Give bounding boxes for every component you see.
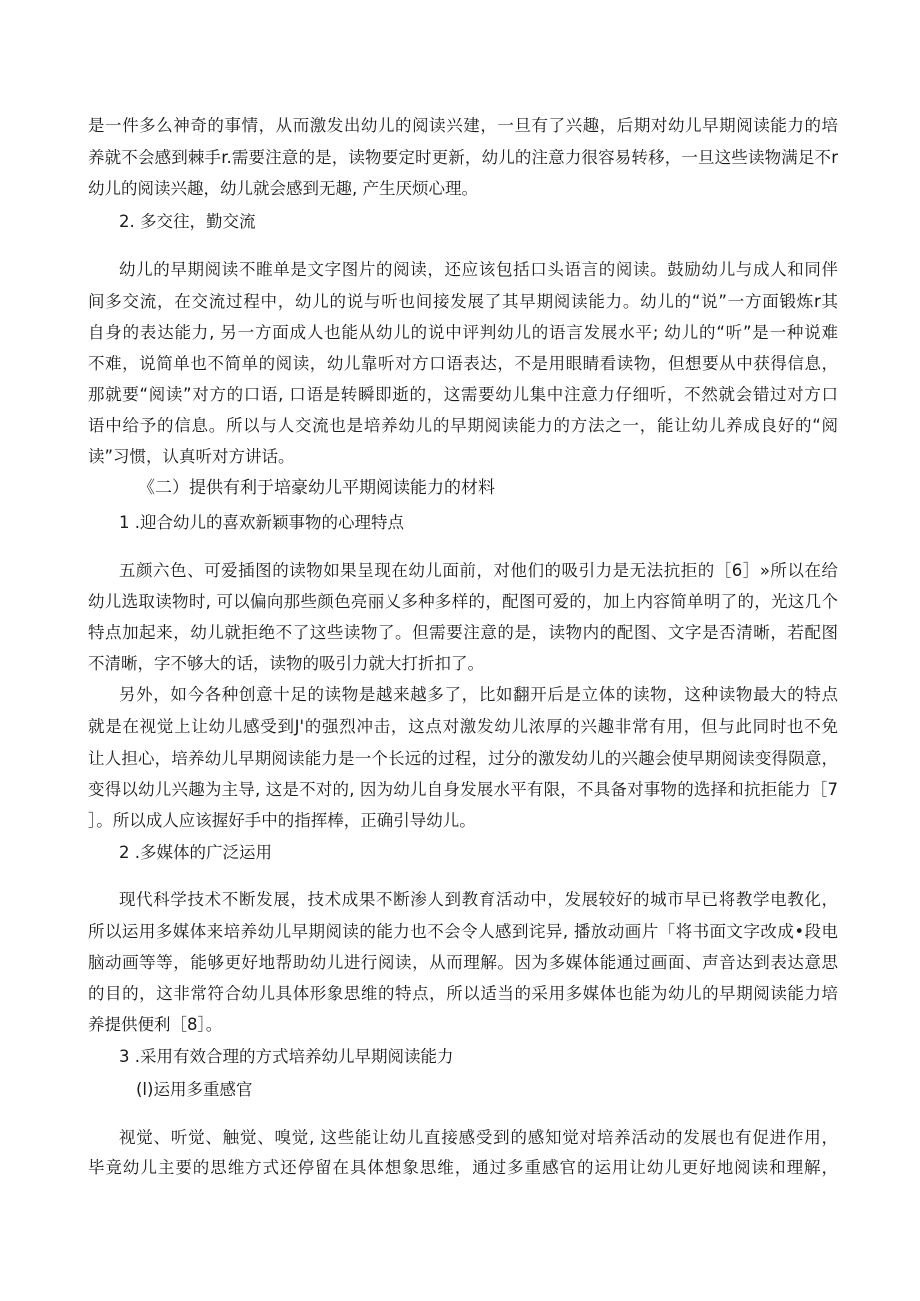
paragraph-line: 幼儿的阅读兴趣，幼儿就会感到无趣, 产生厌烦心理。 (88, 179, 478, 198)
paragraph-line: 不难，说简单也不简单的阅读，幼儿靠听对方口语表达，不是用眼睛看读物，但想要从中获得信息， (88, 354, 838, 373)
paragraph-line: 毕竟幼儿主要的思维方式还停留在具体想象思维，通过多重感官的运用让幼儿更好地阅读和理解， (88, 1158, 838, 1177)
paragraph-line: 读”习惯，认真听对方讲话。 (88, 447, 295, 466)
section-heading: 2 .多媒体的广泛运用 (119, 843, 272, 862)
paragraph-line: 所以运用多媒体来培养幼儿早期阅读的能力也不会令人感到诧异, 播放动画片「将书面文字改成•段电 (88, 922, 838, 941)
subsection-heading: (l)运用多重感官 (136, 1080, 253, 1099)
paragraph-line: 脑动画等等，能够更好地帮助幼儿进行阅读，从而理解。因为多媒体能通过画面、声音达到表达意思 (88, 953, 838, 972)
paragraph-line: 特点加起来，幼儿就拒绝不了这些读物了。但需要注意的是，读物内的配图、文字是否清晰，若配图 (88, 623, 838, 642)
paragraph-line: 五颜六色、可爱插图的读物如果呈现在幼儿面前，对他们的吸引力是无法抗拒的［6］»所以在给 (119, 561, 838, 580)
paragraph-line: 幼儿的早期阅读不睢单是文字图片的阅读，还应该包括口头语言的阅读。鼓励幼儿与成人和同伴 (119, 260, 838, 279)
paragraph-line: 不清晰，字不够大的话，读物的吸引力就大打折扣了。 (88, 654, 484, 673)
paragraph-line: 自身的表达能力, 另一方面成人也能从幼儿的说中评判幼儿的语言发展水平; 幼儿的“听”是一种说难 (88, 323, 838, 342)
section-heading: 3 .采用有效合理的方式培养幼儿早期阅读能力 (119, 1047, 454, 1066)
paragraph-line: 视觉、听觉、触觉、嗅觉, 这些能让幼儿直接感受到的感知觉对培养活动的发展也有促进作用， (119, 1128, 838, 1147)
paragraph-line: 那就要“阅读”对方的口语, 口语是转瞬即逝的，这需要幼儿集中注意力仔细听，不然就会错过对方口 (88, 385, 838, 404)
paragraph-line: 是一件多么神奇的事情，从而激发出幼儿的阅读兴建，一旦有了兴趣，后期对幼儿早期阅读能力的培 (88, 116, 838, 135)
section-heading: 2. 多交往，勤交流 (119, 212, 256, 231)
section-heading: 《二）提供有利于培豪幼儿平期阅读能力的材料 (138, 478, 495, 498)
paragraph-line: 幼儿选取读物时, 可以偏向那些颜色亮丽乂多种多样的，配图可爱的，加上内容简单明了的，光这几个 (88, 592, 838, 611)
section-heading: 1 .迎合幼儿的喜欢新颖事物的心理特点 (119, 513, 404, 532)
paragraph-line: 养就不会感到棘手r.需要注意的是，读物要定时更新，幼儿的注意力很容易转移，一旦这些读物满足不r (88, 148, 838, 167)
paragraph-line: 变得以幼儿兴趣为主导, 这是不对的, 因为幼儿自身发展水平有限，不具备对事物的选择和抗拒能力［7 (88, 780, 838, 799)
paragraph-line: 的目的，这非常符合幼儿具体形象思维的特点，所以适当的采用多媒体也能为幼儿的早期阅读能力培 (88, 984, 838, 1003)
paragraph-line: 现代科学技术不断发展，技术成果不断渗人到教育活动中，发展较好的城市早已将教学电教化， (119, 890, 838, 909)
paragraph-line: ］。所以成人应该握好手中的指挥棒，正确引导幼儿。 (88, 811, 476, 830)
paragraph-line: 另外，如今各种创意十足的读物是越来越多了，比如翻开后是立体的读物，这种读物最大的特点 (119, 685, 838, 704)
paragraph-line: 让人担心，培养幼儿早期阅读能力是一个长远的过程，过分的激发幼儿的兴趣会使早期阅读变得陨意， (88, 749, 838, 768)
paragraph-line: 养提供便利［8］。 (88, 1015, 223, 1034)
paragraph-line: 语中给予的信息。所以与人交流也是培养幼儿的早期阅读能力的方法之一，能让幼儿养成良好的“阅 (88, 416, 838, 435)
paragraph-line: 就是在视觉上让幼儿感受到J'的强烈冲击，这点对激发幼儿浓厚的兴趣非常有用，但与此同时也不免 (88, 717, 838, 736)
paragraph-line: 间多交流，在交流过程中，幼儿的说与听也间接发展了其早期阅读能力。幼儿的“说”一方面锻炼r其 (88, 292, 838, 311)
